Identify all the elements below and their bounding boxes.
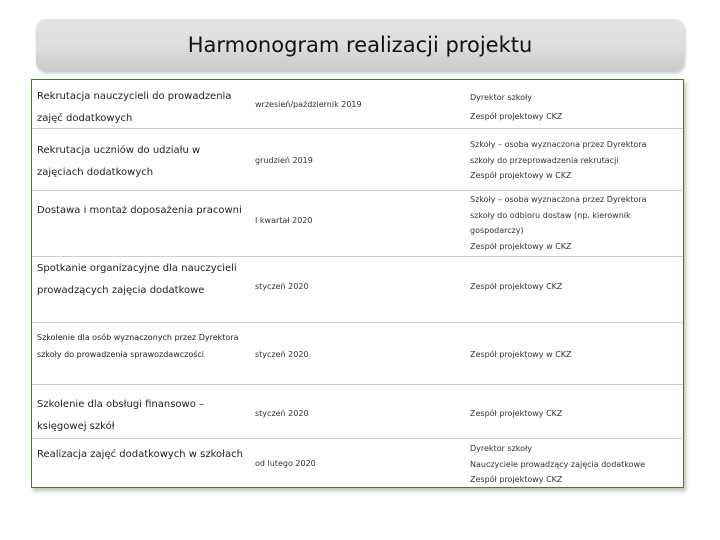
task-cell bbox=[37, 258, 247, 302]
responsible-line: szkoły do odbioru dostaw (np. kierownik bbox=[470, 210, 631, 220]
responsible-line: Szkoły – osoba wyznaczona przez Dyrektora bbox=[470, 140, 647, 149]
responsible-line: Zespół projektowy w CKZ bbox=[470, 241, 572, 251]
task-text: Spotkanie organizacyjne dla nauczycieli prowadzących zajęcia dodatkowe bbox=[37, 263, 237, 296]
task-cell bbox=[37, 394, 247, 438]
task-text: Szkolenie dla osób wyznaczonych przez Dyrektora szkoły do prowadzenia sprawozdawczości bbox=[37, 333, 239, 359]
table-row bbox=[32, 438, 683, 488]
task-cell bbox=[37, 140, 247, 184]
table-row bbox=[32, 384, 683, 439]
table-row bbox=[32, 80, 683, 128]
task-cell bbox=[37, 329, 247, 363]
responsible-line: Zespół projektowy w CKZ bbox=[470, 171, 572, 180]
responsible-line: Zespół projektowy CKZ bbox=[470, 409, 563, 418]
slide-title: Harmonogram realizacji projektu bbox=[187, 33, 533, 57]
task-text: Dostawa i montaż doposażenia pracowni bbox=[37, 205, 242, 216]
responsible-line: Zespół projektowy CKZ bbox=[470, 475, 563, 484]
date-text: I kwartał 2020 bbox=[255, 216, 313, 225]
task-text: Realizacja zajęć dodatkowych w szkołach bbox=[37, 449, 243, 460]
task-cell bbox=[37, 86, 247, 130]
responsible-line: Zespół projektowy CKZ bbox=[470, 282, 563, 291]
task-text: Szkolenie dla obsługi finansowo – księgowej szkół bbox=[37, 399, 205, 432]
task-cell bbox=[37, 200, 247, 222]
task-text: Rekrutacja uczniów do udziału w zajęciach dodatkowych bbox=[37, 145, 201, 178]
responsible-cell bbox=[470, 137, 680, 184]
responsible-line: Dyrektor szkoły bbox=[470, 444, 533, 453]
responsible-cell bbox=[470, 192, 680, 254]
responsible-line: Nauczyciele prowadzący zajęcia dodatkowe bbox=[470, 459, 646, 469]
table-row bbox=[32, 128, 683, 191]
table-row bbox=[32, 190, 683, 257]
table-row bbox=[32, 256, 683, 323]
responsible-line: Szkoły – osoba wyznaczona przez Dyrektora bbox=[470, 195, 647, 204]
date-text: grudzień 2019 bbox=[255, 156, 313, 165]
responsible-cell bbox=[470, 441, 680, 488]
table-row bbox=[32, 322, 683, 385]
date-text: styczeń 2020 bbox=[255, 350, 309, 359]
date-text: wrzesień/październik 2019 bbox=[255, 100, 362, 109]
title-bar bbox=[36, 19, 684, 71]
responsible-line: Zespół projektowy CKZ bbox=[470, 111, 563, 121]
task-cell bbox=[37, 444, 247, 466]
responsible-cell bbox=[470, 90, 680, 124]
schedule-table bbox=[31, 79, 684, 488]
responsible-line: Zespół projektowy w CKZ bbox=[470, 350, 572, 359]
task-text: Rekrutacja nauczycieli do prowadzenia zajęć dodatkowych bbox=[37, 91, 232, 124]
responsible-line: szkoły do przeprowadzenia rekrutacji bbox=[470, 155, 619, 165]
date-text: styczeń 2020 bbox=[255, 282, 309, 291]
date-text: styczeń 2020 bbox=[255, 409, 309, 418]
responsible-line: gospodarczy) bbox=[470, 226, 524, 235]
date-text: od lutego 2020 bbox=[255, 459, 316, 468]
responsible-line: Dyrektor szkoły bbox=[470, 93, 533, 102]
